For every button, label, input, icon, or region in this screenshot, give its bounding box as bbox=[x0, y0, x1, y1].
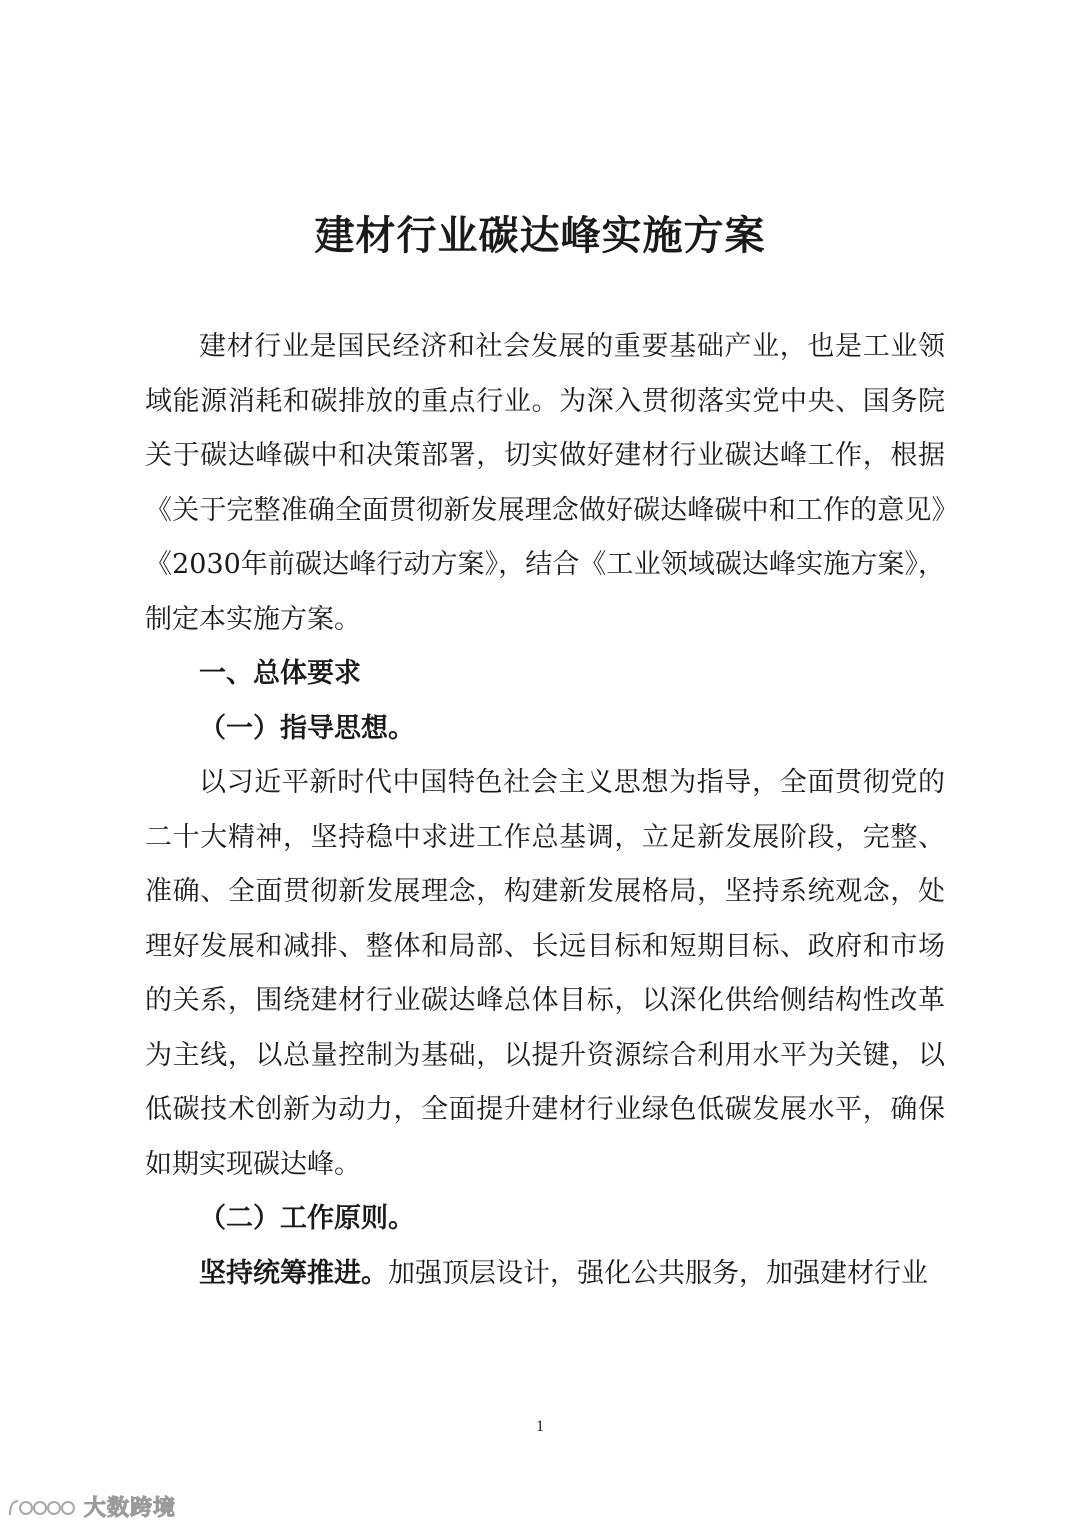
principle-text: 加强顶层设计，强化公共服务，加强建材行业 bbox=[388, 1257, 928, 1289]
principle-lead: 坚持统筹推进。 bbox=[199, 1257, 388, 1289]
document-title: 建材行业碳达峰实施方案 bbox=[314, 212, 766, 259]
watermark-text: 大数跨境 bbox=[84, 1496, 177, 1521]
document-body bbox=[145, 320, 945, 1301]
page-number: 1 bbox=[536, 1418, 544, 1435]
subsection-heading-guiding-ideology: （一）指导思想。 bbox=[199, 712, 415, 744]
watermark-logo-icon bbox=[6, 1495, 78, 1519]
principle-paragraph bbox=[145, 1247, 945, 1302]
watermark bbox=[6, 1491, 176, 1522]
section-heading-general-requirements: 一、总体要求 bbox=[199, 658, 361, 689]
guiding-ideology-paragraph: 以习近平新时代中国特色社会主义思想为指导，全面贯彻党的二十大精神，坚持稳中求进工作总基调，立足新发展阶段，完整、准确、全面贯彻新发展理念，构建新发展格局，坚持系统观念，处理好发展和减排、整体和局部、长远目标和短期目标、政府和市场的关系，围绕建材行业碳达峰总体目标，以深化供给侧结构性改革为主线，以总量控制为基础，以提升资源综合利用水平为关键，以低碳技术创新为动力，全面提升建材行业绿色低碳发展水平，确保如期实现碳达峰。 bbox=[145, 767, 945, 1180]
intro-paragraph: 建材行业是国民经济和社会发展的重要基础产业，也是工业领域能源消耗和碳排放的重点行业。为深入贯彻落实党中央、国务院关于碳达峰碳中和决策部署，切实做好建材行业碳达峰工作，根据《关于完整准确全面贯彻新发展理念做好碳达峰碳中和工作的意见》《2030年前碳达峰行动方案》，结合《工业领域碳达峰实施方案》，制定本实施方案。 bbox=[145, 331, 945, 635]
subsection-heading-work-principles: （二）工作原则。 bbox=[199, 1203, 415, 1234]
